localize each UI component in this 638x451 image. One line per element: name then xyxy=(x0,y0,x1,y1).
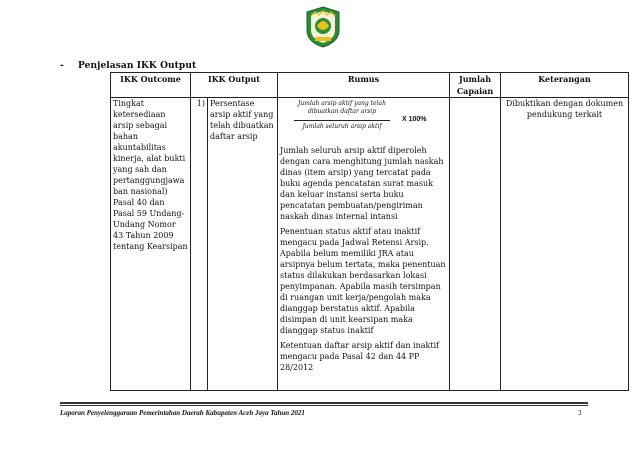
section-heading xyxy=(60,61,196,71)
header-keterangan: Keterangan xyxy=(501,73,629,98)
section-title: Penjelasan IKK Output xyxy=(78,61,197,71)
formula-denominator: Jumlah seluruh arsip aktif xyxy=(302,123,382,130)
cell-rumus xyxy=(278,98,450,391)
output-number: 1) xyxy=(196,99,205,108)
formula xyxy=(280,98,447,142)
footer-rule-thin xyxy=(60,405,588,406)
ikk-output-table xyxy=(110,72,629,391)
header-ikk-outcome: IKK Outcome xyxy=(111,73,191,98)
regency-emblem-logo xyxy=(303,6,343,48)
header-ikk-output: IKK Output xyxy=(191,73,278,98)
footer-report-title: Laporan Penyelenggaraan Pemerintahan Daerah Kabupaten Aceh Jaya Tahun 2021 xyxy=(60,409,305,417)
section-bullet: - xyxy=(60,61,64,71)
formula-numerator: Jumlah arsip aktif yang telah dibuatkan daftar arsip xyxy=(298,100,386,115)
rumus-paragraph-1: Jumlah seluruh arsip aktif diperoleh dengan cara menghitung jumlah naskah dinas (item arsip) yang tercatat pada buku agenda pencatatan surat masuk dan keluar instansi serta buku pencatatan pembuatan/pengiriman naskah dinas internal intansi xyxy=(280,146,444,221)
output-text: Persentase arsip aktif yang telah dibuatkan daftar arsip xyxy=(207,98,275,390)
rumus-paragraph-3: Ketentuan daftar arsip aktif dan inaktif mengacu pada Pasal 42 dan 44 PP 28/2012 xyxy=(280,341,440,372)
cell-ikk-outcome: Tingkat ketersediaan arsip sebagai bahan akuntabilitas kinerja, alat bukti yang sah dan pertanggungjawa ban nasional) Pasal 40 dan Pasal 59 Undang-Undang Nomor 43 Tahun 2009 tentang Kearsipan xyxy=(111,98,191,391)
formula-fraction-bar xyxy=(294,120,390,121)
cell-ikk-output xyxy=(191,98,278,391)
rumus-paragraph-2: Penentuan status aktif atau inaktif mengacu pada Jadwal Retensi Arsip. Apabila belum memiliki JRA atau arsipnya belum tertata, maka penentuan status dilakukan berdasarkan lokasi penyimpanan. Apabila masih tersimpan di ruangan unit kerja/pengolah maka dianggap berstatus aktif. Apabila disimpan di unit kearsipan maka dianggap status inaktif xyxy=(280,227,446,335)
cell-keterangan: Dibuktikan dengan dokumen pendukung terkait xyxy=(501,98,629,391)
table-header-row xyxy=(111,73,629,98)
table-row xyxy=(111,98,629,391)
page-number: 3 xyxy=(578,409,582,417)
header-rumus: Rumus xyxy=(278,73,450,98)
cell-jumlah-capaian xyxy=(450,98,501,391)
header-jumlah-capaian: Jumlah Capaian xyxy=(450,73,501,98)
formula-multiplier: X 100% xyxy=(402,116,427,123)
footer-rule-thick xyxy=(60,402,588,404)
